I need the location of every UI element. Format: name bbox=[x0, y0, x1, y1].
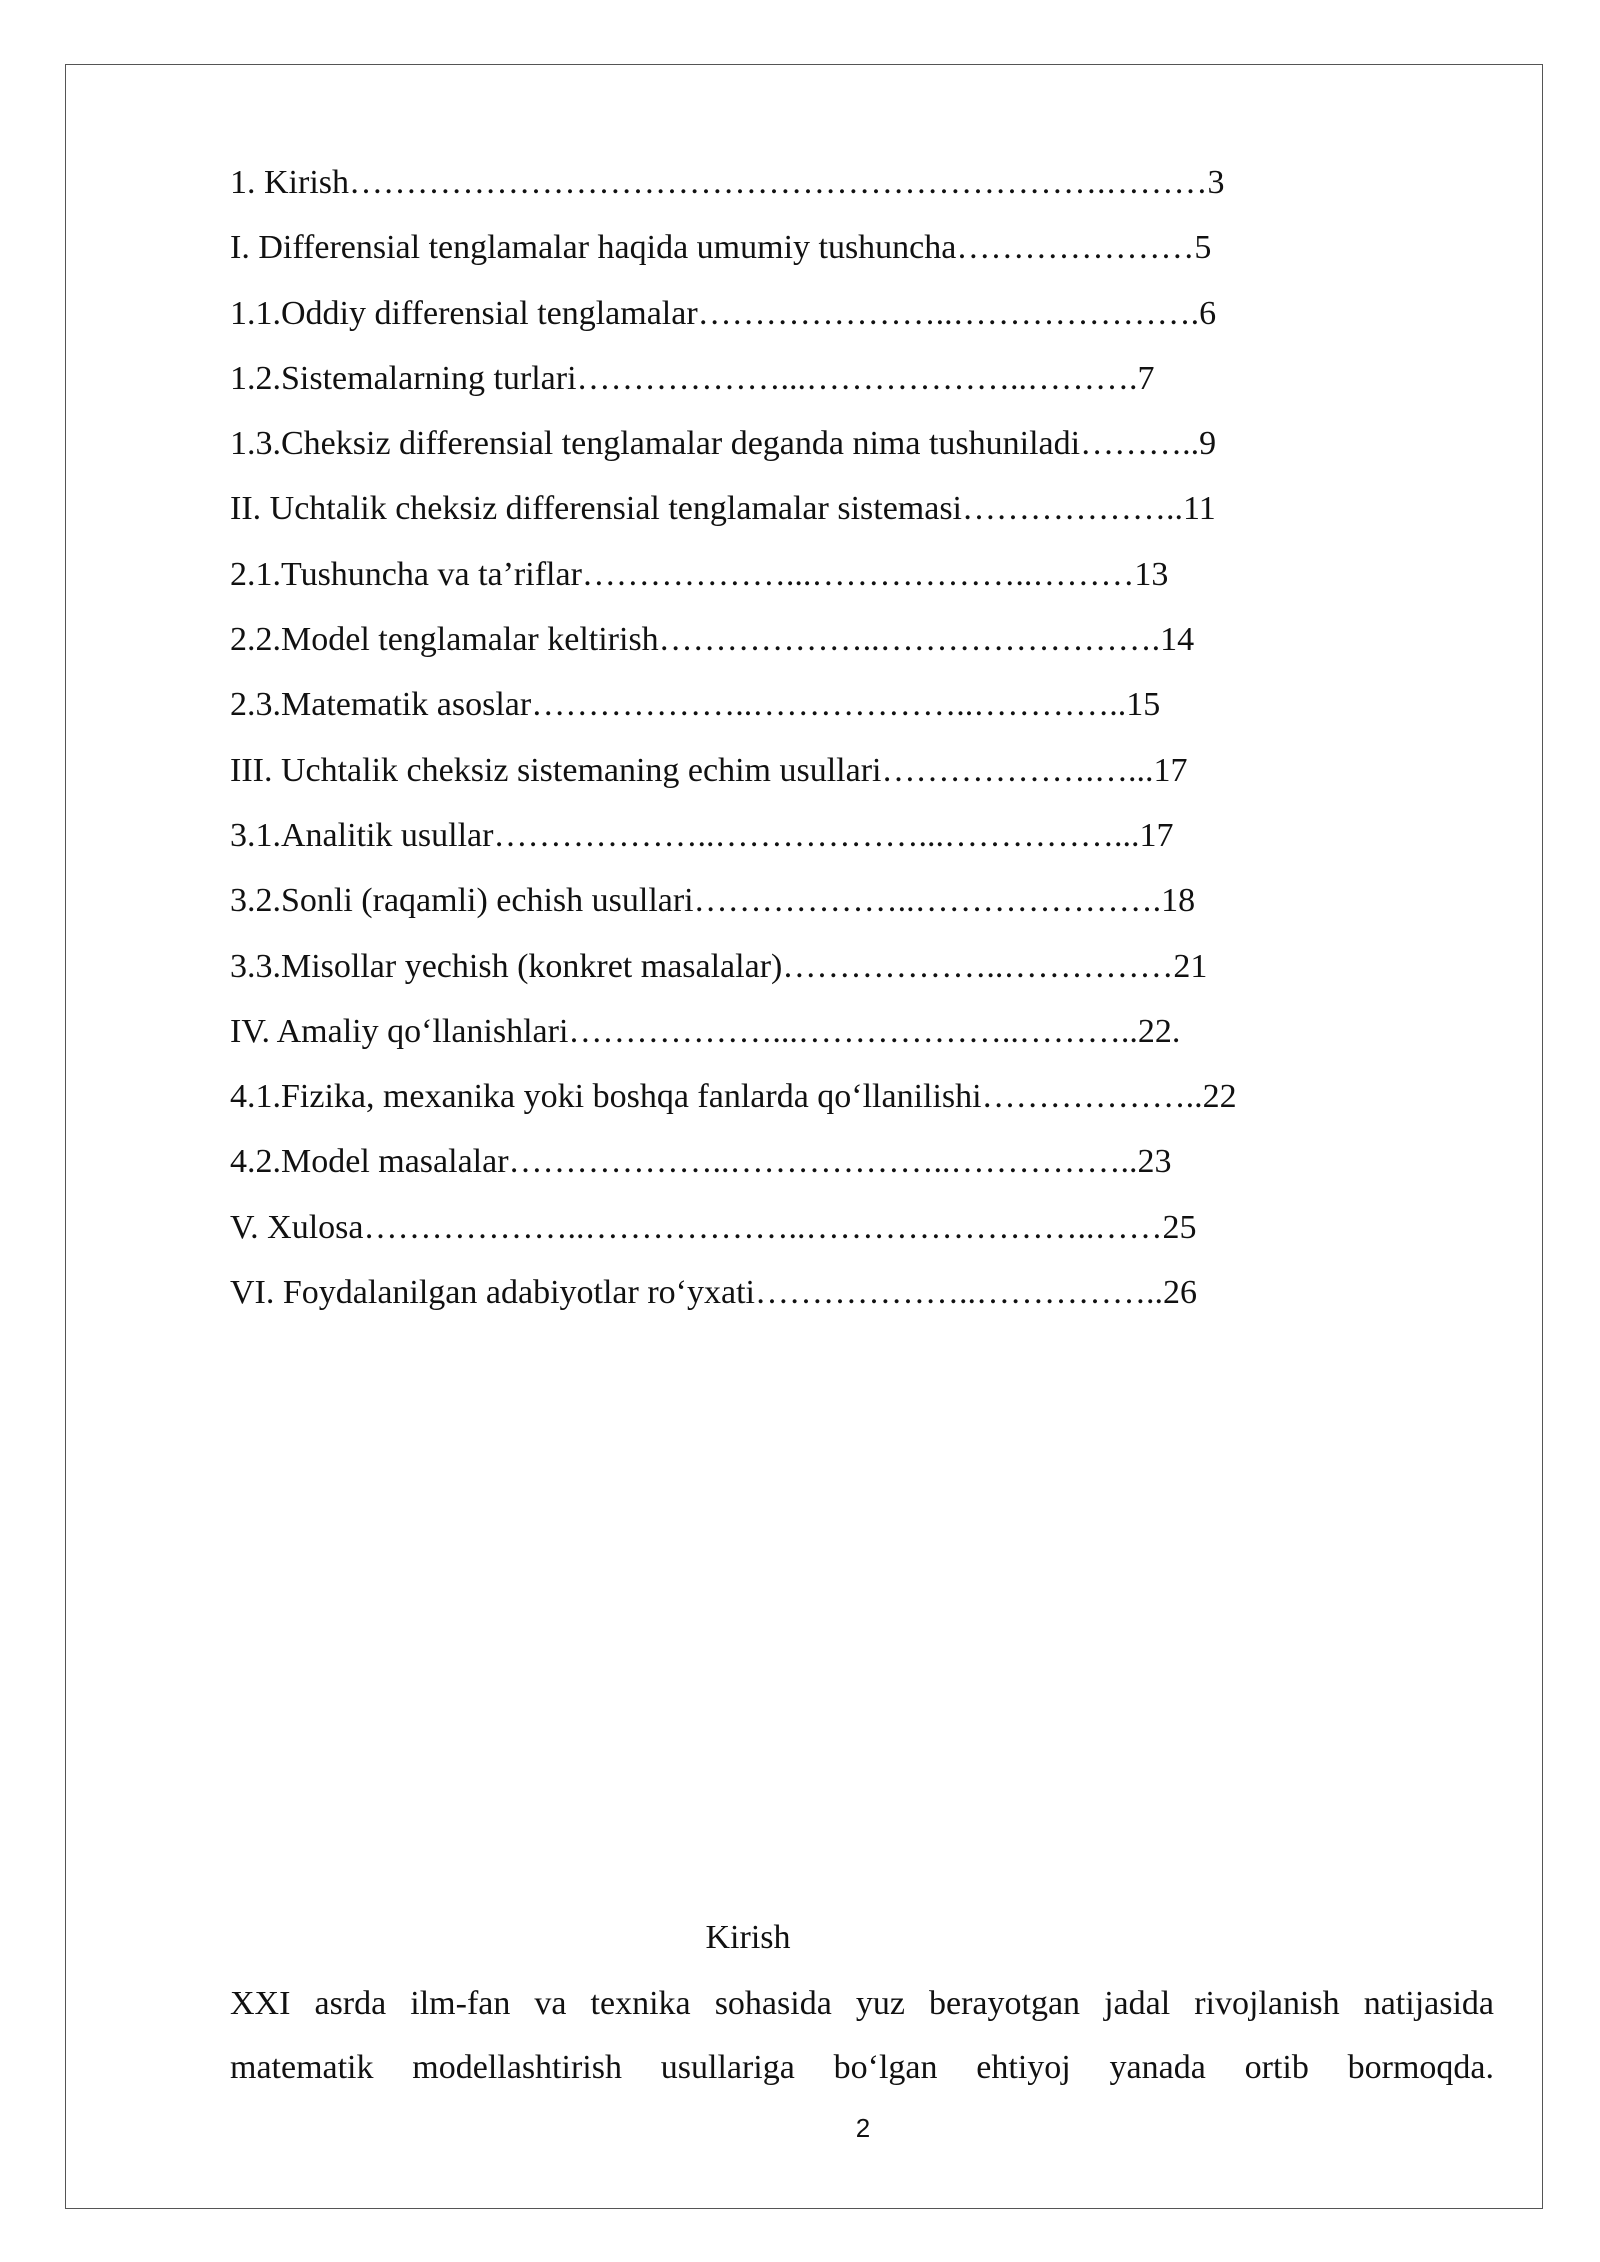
toc-entry-chapter-3: III. Uchtalik cheksiz sistemaning echim usullari……………….…...17 bbox=[230, 751, 1188, 789]
intro-paragraph bbox=[230, 1972, 1494, 2100]
toc-entry-kirish: 1. Kirish………………………………………………………….………3 bbox=[230, 164, 1225, 201]
toc-entry-chapter-1: I. Differensial tenglamalar haqida umumiy tushuncha…………………5 bbox=[230, 229, 1212, 267]
intro-heading: Kirish bbox=[705, 1919, 791, 1956]
toc-entry-2-1: 2.1.Tushuncha va ta’riflar………………...………………..………13 bbox=[230, 555, 1169, 593]
toc-entry-chapter-5: V. Xulosa………………..………………..……………………..……25 bbox=[230, 1208, 1197, 1246]
toc-entry-chapter-4: IV. Amaliy qo‘llanishlari………………...………………..………..22. bbox=[230, 1012, 1181, 1050]
toc-entry-3-3: 3.3.Misollar yechish (konkret masalalar)………………..……………21 bbox=[230, 947, 1208, 985]
toc-entry-3-2: 3.2.Sonli (raqamli) echish usullari………………..………………….18 bbox=[230, 882, 1196, 920]
page-number: 2 bbox=[855, 2113, 871, 2143]
toc-entry-4-1: 4.1.Fizika, mexanika yoki boshqa fanlarda qo‘llanilishi………………..22 bbox=[230, 1078, 1237, 1116]
toc-entry-1-2: 1.2.Sistemalarning turlari………………...………………..……….7 bbox=[230, 359, 1155, 397]
toc-entry-3-1: 3.1.Analitik usullar………………..………………...……………...17 bbox=[230, 816, 1174, 854]
toc-entry-chapter-2: II. Uchtalik cheksiz differensial tenglamalar sistemasi………………..11 bbox=[230, 490, 1216, 528]
toc-entry-2-3: 2.3.Matematik asoslar………………..………………..…………..15 bbox=[230, 686, 1161, 724]
toc-entry-chapter-6: VI. Foydalanilgan adabiyotlar ro‘yxati………………..……………..26 bbox=[230, 1274, 1197, 1312]
toc-entry-4-2: 4.2.Model masalalar………………..………………..……………..23 bbox=[230, 1143, 1172, 1181]
intro-line-1: XXI asrda ilm-fan va texnika sohasida yuz berayotgan jadal rivojlanish natijasida bbox=[230, 1985, 1494, 2022]
table-of-contents bbox=[230, 150, 1410, 1325]
toc-entry-2-2: 2.2.Model tenglamalar keltirish………………..…………………….14 bbox=[230, 621, 1195, 659]
toc-entry-1-1: 1.1.Oddiy differensial tenglamalar…………………..………………….6 bbox=[230, 294, 1217, 332]
toc-entry-1-3: 1.3.Cheksiz differensial tenglamalar deganda nima tushuniladi………..9 bbox=[230, 425, 1217, 463]
intro-line-2: matematik modellashtirish usullariga bo‘lgan ehtiyoj yanada ortib bormoqda. bbox=[230, 2049, 1494, 2086]
